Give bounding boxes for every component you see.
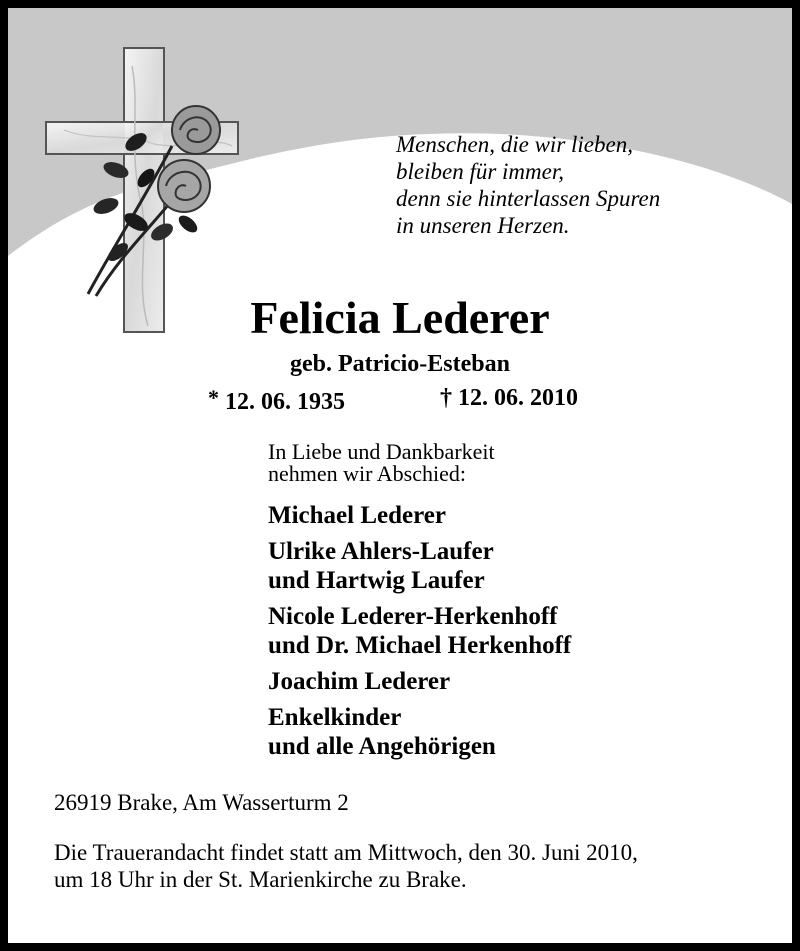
dagger-icon: †: [440, 385, 452, 411]
quote-line: in unseren Herzen.: [396, 213, 570, 238]
star-icon: *: [208, 385, 219, 410]
farewell-intro: [268, 441, 495, 485]
death-date: 12. 06. 2010: [458, 385, 578, 411]
deceased-name: Felicia Lederer: [250, 292, 550, 343]
intro-line: nehmen wir Abschied:: [268, 461, 466, 486]
mourner-group: [268, 537, 571, 595]
mourner-group: [268, 501, 571, 530]
service-line: um 18 Uhr in der St. Marienkirche zu Brake.: [54, 867, 467, 892]
birth-date-group: [208, 384, 345, 416]
mourner-line: und alle Angehörigen: [268, 733, 496, 760]
mourner-line: Enkelkinder: [268, 704, 402, 731]
birth-date: 12. 06. 1935: [225, 389, 345, 415]
mourner-line: und Hartwig Laufer: [268, 567, 485, 594]
quote-line: Menschen, die wir lieben,: [396, 132, 633, 157]
quote-line: bleiben für immer,: [396, 159, 565, 184]
service-line: Die Trauerandacht findet statt am Mittwoch, den 30. Juni 2010,: [54, 840, 638, 865]
memorial-quote: [396, 131, 660, 239]
mourner-group: [268, 703, 571, 761]
mourner-line: Nicole Lederer-Herkenhoff: [268, 603, 558, 630]
mourner-group: [268, 667, 571, 696]
quote-line: denn sie hinterlassen Spuren: [396, 186, 661, 211]
mourner-line: Michael Lederer: [268, 502, 446, 529]
mourner-line: Ulrike Ahlers-Laufer: [268, 538, 494, 565]
mourner-group: [268, 602, 571, 660]
mourner-line: und Dr. Michael Herkenhoff: [268, 632, 572, 659]
family-address: 26919 Brake, Am Wasserturm 2: [54, 790, 349, 815]
death-date-group: [440, 384, 578, 412]
intro-line: In Liebe und Dankbarkeit: [268, 439, 495, 464]
birth-name: geb. Patricio-Esteban: [290, 351, 510, 377]
mourners-list: [268, 501, 571, 768]
service-info: [54, 839, 638, 893]
mourner-line: Joachim Lederer: [268, 668, 451, 695]
